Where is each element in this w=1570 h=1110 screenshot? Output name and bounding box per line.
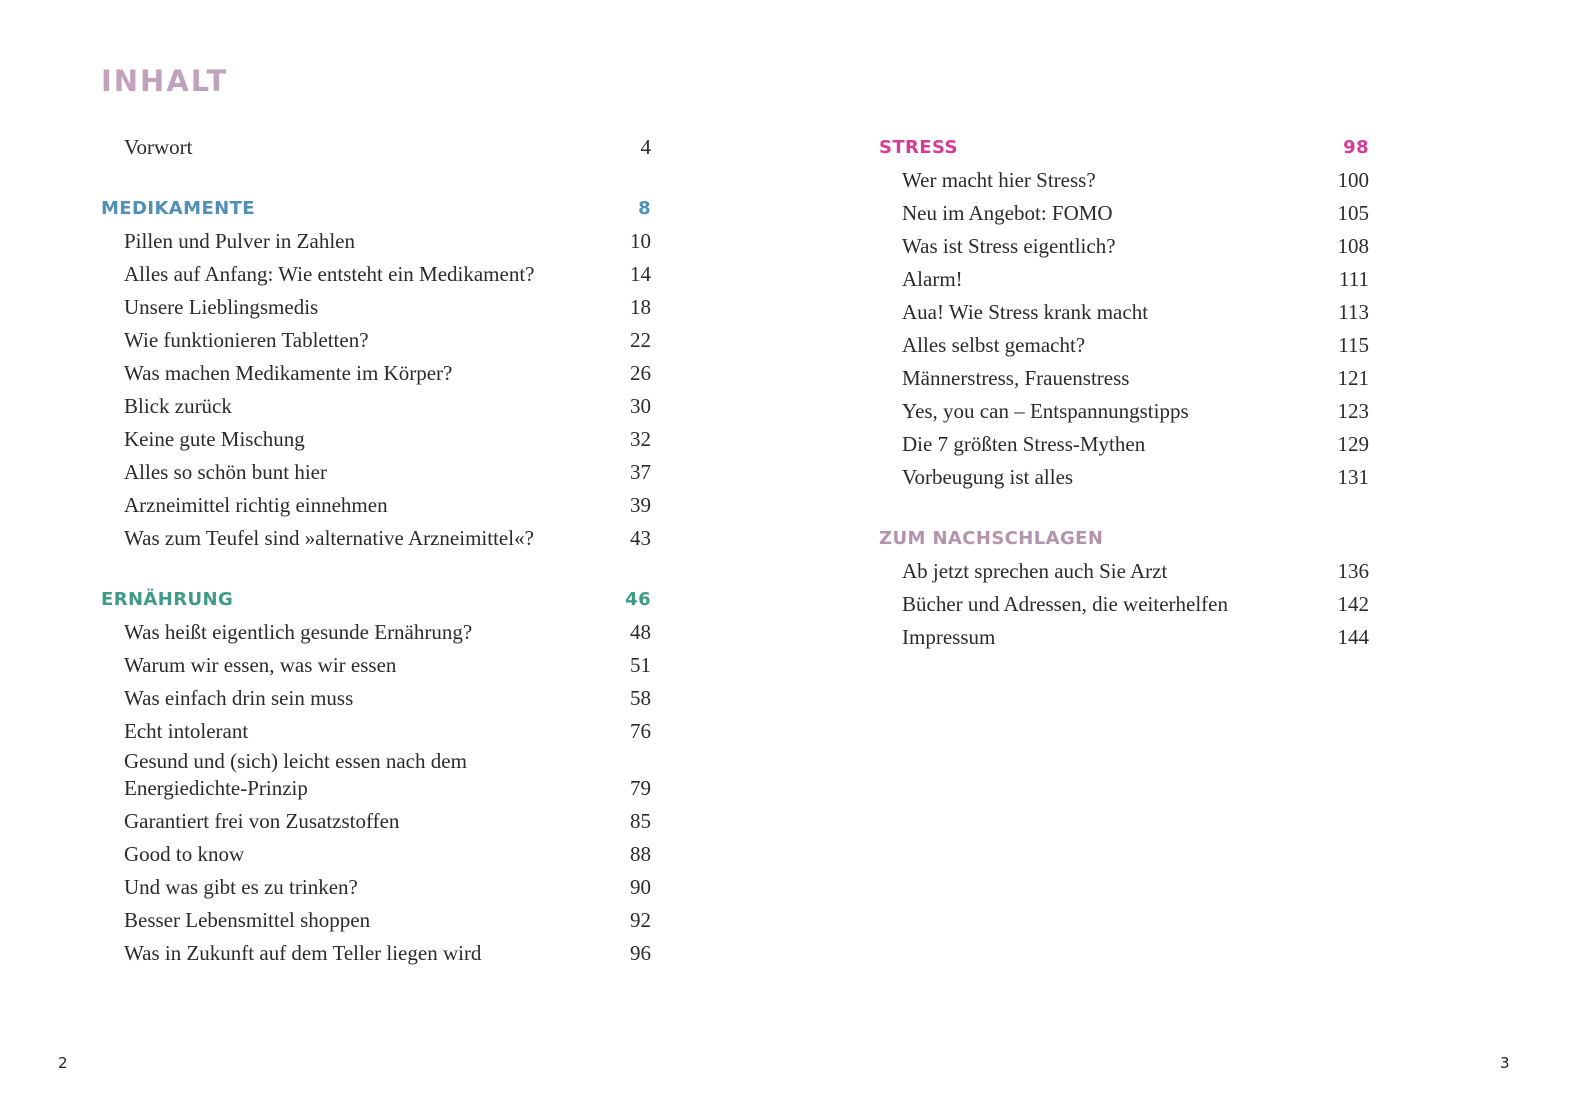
toc-entry-page: 4 [640,135,651,159]
toc-entry-page: 10 [630,229,651,253]
toc-entry-page: 96 [630,941,651,965]
toc-entry[interactable] [101,904,651,937]
toc-entry-label: Yes, you can – Entspannungstipps [902,399,1189,423]
toc-entry-label: Was in Zukunft auf dem Teller liegen wird [124,941,482,965]
toc-entry[interactable] [879,164,1369,197]
page-title: INHALT [101,64,229,98]
toc-entry-label: Aua! Wie Stress krank macht [902,300,1149,324]
toc-entry-page: 90 [630,875,651,899]
toc-entry-page: 92 [630,908,651,932]
toc-entry-label: Alarm! [902,267,963,291]
toc-entry-page: 121 [1337,366,1369,390]
toc-entry[interactable] [101,225,651,258]
section-heading-medikamente[interactable] [101,192,651,225]
toc-entry[interactable] [101,616,651,649]
toc-entry[interactable] [101,871,651,904]
toc-entry-page: 37 [630,460,651,484]
toc-entry-page: 76 [630,719,651,743]
toc-entry-label: Ab jetzt sprechen auch Sie Arzt [902,559,1168,583]
toc-entry-label: Und was gibt es zu trinken? [124,875,358,899]
toc-entry-vorwort[interactable] [101,131,651,164]
toc-entry[interactable] [101,390,651,423]
toc-entry-label: Besser Lebensmittel shoppen [124,908,371,932]
toc-entry[interactable] [101,258,651,291]
toc-entry-label-line: Energiedichte-Prinzip [124,776,308,800]
toc-entry[interactable] [879,461,1369,494]
toc-entry-label-line: Gesund und (sich) leicht essen nach dem [124,749,467,773]
toc-entry[interactable] [101,937,651,970]
toc-left-column [101,131,651,970]
toc-entry[interactable] [101,748,651,805]
toc-entry-page: 18 [630,295,651,319]
toc-entry-label: Neu im Angebot: FOMO [902,201,1113,225]
toc-entry-page: 111 [1339,267,1369,291]
section-heading-label: ZUM NACHSCHLAGEN [879,528,1104,549]
toc-entry-label: Vorwort [124,135,193,159]
toc-entry[interactable] [101,357,651,390]
toc-entry-label [124,748,611,802]
toc-entry-label: Blick zurück [124,394,232,418]
section-heading-label: STRESS [879,137,958,158]
toc-entry-label: Männerstress, Frauenstress [902,366,1130,390]
section-heading-ernaehrung[interactable] [101,583,651,616]
toc-entry-label: Keine gute Mischung [124,427,305,451]
section-heading-label: MEDIKAMENTE [101,198,255,219]
toc-entry-page: 30 [630,394,651,418]
toc-entry[interactable] [101,324,651,357]
page-number-right: 3 [1500,1054,1510,1072]
section-heading-page: 46 [625,589,651,610]
toc-entry-page: 88 [630,842,651,866]
toc-entry[interactable] [101,682,651,715]
toc-entry[interactable] [879,329,1369,362]
toc-entry[interactable] [101,838,651,871]
toc-entry[interactable] [101,489,651,522]
toc-entry-label: Was einfach drin sein muss [124,686,354,710]
toc-entry[interactable] [101,649,651,682]
toc-entry-page: 105 [1337,201,1369,225]
toc-entry-label: Pillen und Pulver in Zahlen [124,229,355,253]
toc-entry-page: 51 [630,653,651,677]
toc-entry-page: 26 [630,361,651,385]
toc-entry-label: Warum wir essen, was wir essen [124,653,397,677]
toc-entry-label: Die 7 größten Stress-Mythen [902,432,1146,456]
toc-entry[interactable] [101,423,651,456]
toc-right-column [879,131,1369,654]
toc-entry[interactable] [101,456,651,489]
toc-entry-label: Was ist Stress eigentlich? [902,234,1116,258]
toc-entry-label: Alles so schön bunt hier [124,460,327,484]
toc-entry-label: Vorbeugung ist alles [902,465,1074,489]
toc-entry[interactable] [879,230,1369,263]
toc-entry[interactable] [879,555,1369,588]
toc-entry-page: 123 [1337,399,1369,423]
toc-entry-label: Alles selbst gemacht? [902,333,1086,357]
toc-entry-label: Garantiert frei von Zusatzstoffen [124,809,400,833]
toc-entry-page: 32 [630,427,651,451]
toc-entry-page: 58 [630,686,651,710]
toc-entry[interactable] [879,362,1369,395]
toc-entry-page: 136 [1337,559,1369,583]
toc-entry-label: Was machen Medikamente im Körper? [124,361,453,385]
toc-entry-page: 14 [630,262,651,286]
toc-entry[interactable] [101,291,651,324]
page-number-left: 2 [58,1054,68,1072]
toc-entry-page: 144 [1337,625,1369,649]
toc-entry-label: Impressum [902,625,996,649]
toc-entry-label: Arzneimittel richtig einnehmen [124,493,388,517]
toc-entry[interactable] [879,428,1369,461]
toc-entry-page: 113 [1338,300,1369,324]
toc-entry-label: Unsere Lieblingsmedis [124,295,319,319]
toc-entry[interactable] [101,715,651,748]
toc-entry-page: 79 [630,776,651,800]
section-heading-label: ERNÄHRUNG [101,589,234,610]
toc-entry-label: Wie funktionieren Tabletten? [124,328,369,352]
toc-entry-page: 129 [1337,432,1369,456]
toc-entry-page: 108 [1337,234,1369,258]
toc-entry-page: 39 [630,493,651,517]
toc-entry-page: 22 [630,328,651,352]
toc-entry-page: 142 [1337,592,1369,616]
toc-entry-label: Was heißt eigentlich gesunde Ernährung? [124,620,473,644]
toc-entry-page: 100 [1337,168,1369,192]
section-heading-page: 8 [638,198,651,219]
toc-entry[interactable] [879,621,1369,654]
toc-entry-page: 43 [630,526,651,550]
toc-entry[interactable] [879,296,1369,329]
toc-entry-label: Alles auf Anfang: Wie entsteht ein Medikament? [124,262,535,286]
toc-entry-label: Bücher und Adressen, die weiterhelfen [902,592,1228,616]
section-heading-page: 98 [1343,137,1369,158]
toc-entry-page: 85 [630,809,651,833]
toc-entry[interactable] [879,588,1369,621]
toc-entry-label: Echt intolerant [124,719,249,743]
toc-entry[interactable] [101,522,651,555]
toc-entry[interactable] [879,395,1369,428]
toc-entry-label: Wer macht hier Stress? [902,168,1096,192]
toc-entry[interactable] [879,197,1369,230]
section-heading-nachschlagen[interactable] [879,522,1369,555]
toc-entry-page: 131 [1337,465,1369,489]
toc-entry[interactable] [101,805,651,838]
toc-entry-page: 48 [630,620,651,644]
section-heading-stress[interactable] [879,131,1369,164]
toc-entry-label: Good to know [124,842,245,866]
toc-entry-page: 115 [1338,333,1369,357]
toc-entry-label: Was zum Teufel sind »alternative Arzneimittel«? [124,526,534,550]
toc-entry[interactable] [879,263,1369,296]
